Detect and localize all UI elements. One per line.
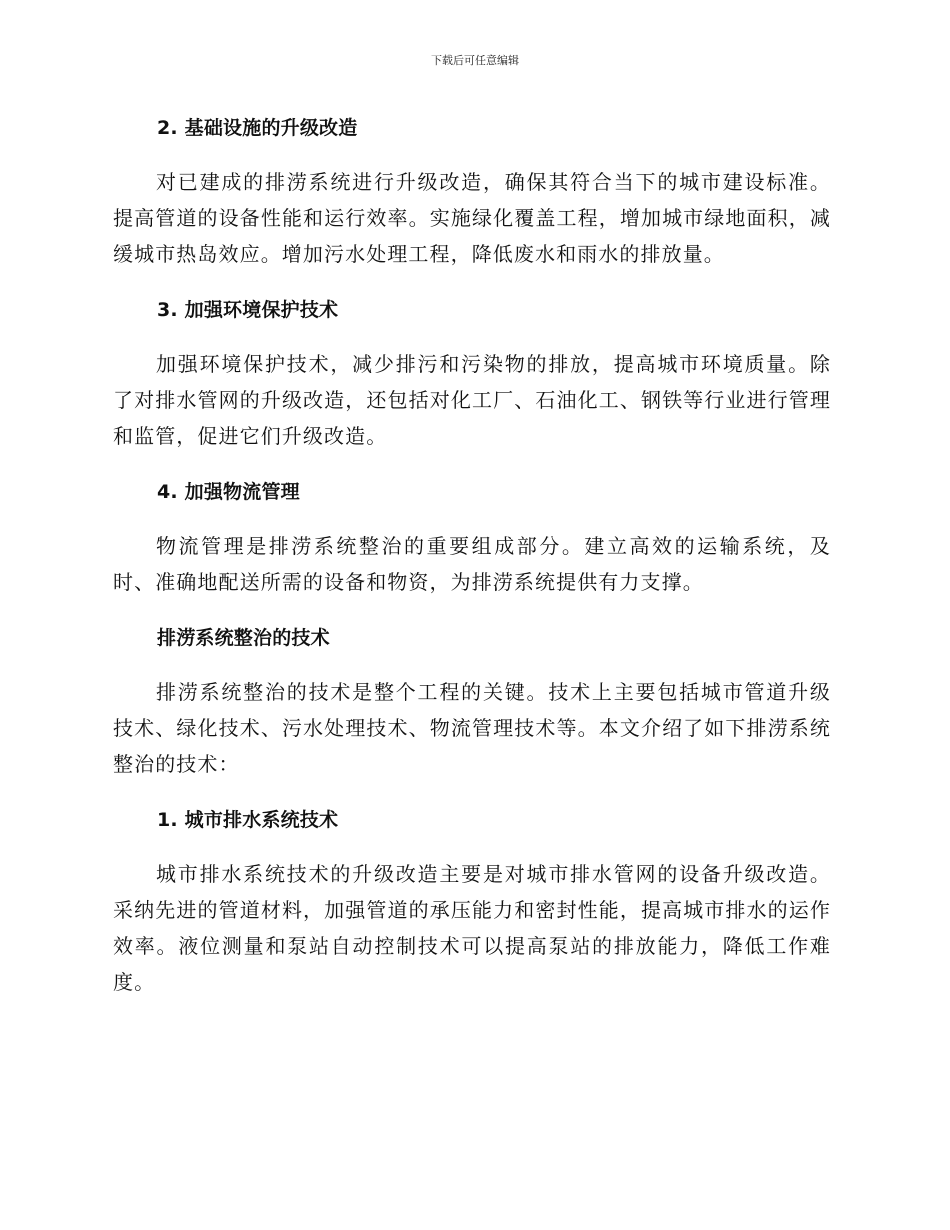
section-heading-infrastructure-upgrade: 2. 基础设施的升级改造	[157, 117, 358, 139]
section-paragraph-environmental-protection: 加强环境保护技术，减少排污和污染物的排放，提高城市环境质量。除了对排水管网的升级改造，还包括对化工厂、石油化工、钢铁等行业进行管理和监管，促进它们升级改造。	[113, 352, 831, 448]
section-heading-logistics-management: 4. 加强物流管理	[157, 481, 300, 503]
page-header: 下载后可任意编辑	[431, 54, 519, 67]
document-body	[113, 112, 831, 1000]
section-paragraph-drainage-technology: 排涝系统整治的技术是整个工程的关键。技术上主要包括城市管道升级技术、绿化技术、污水处理技术、物流管理技术等。本文介绍了如下排涝系统整治的技术：	[113, 680, 831, 776]
section-heading-urban-drainage-system: 1. 城市排水系统技术	[157, 809, 339, 831]
section-heading-environmental-protection: 3. 加强环境保护技术	[157, 299, 339, 321]
section-paragraph-logistics-management: 物流管理是排涝系统整治的重要组成部分。建立高效的运输系统，及时、准确地配送所需的设备和物资，为排涝系统提供有力支撑。	[113, 534, 831, 594]
section-paragraph-infrastructure-upgrade: 对已建成的排涝系统进行升级改造，确保其符合当下的城市建设标准。提高管道的设备性能和运行效率。实施绿化覆盖工程，增加城市绿地面积，减缓城市热岛效应。增加污水处理工程，降低废水和雨水的排放量。	[113, 170, 831, 266]
section-paragraph-urban-drainage-system: 城市排水系统技术的升级改造主要是对城市排水管网的设备升级改造。采纳先进的管道材料，加强管道的承压能力和密封性能，提高城市排水的运作效率。液位测量和泵站自动控制技术可以提高泵站的排放能力，降低工作难度。	[113, 862, 831, 994]
section-heading-drainage-technology: 排涝系统整治的技术	[157, 627, 330, 649]
